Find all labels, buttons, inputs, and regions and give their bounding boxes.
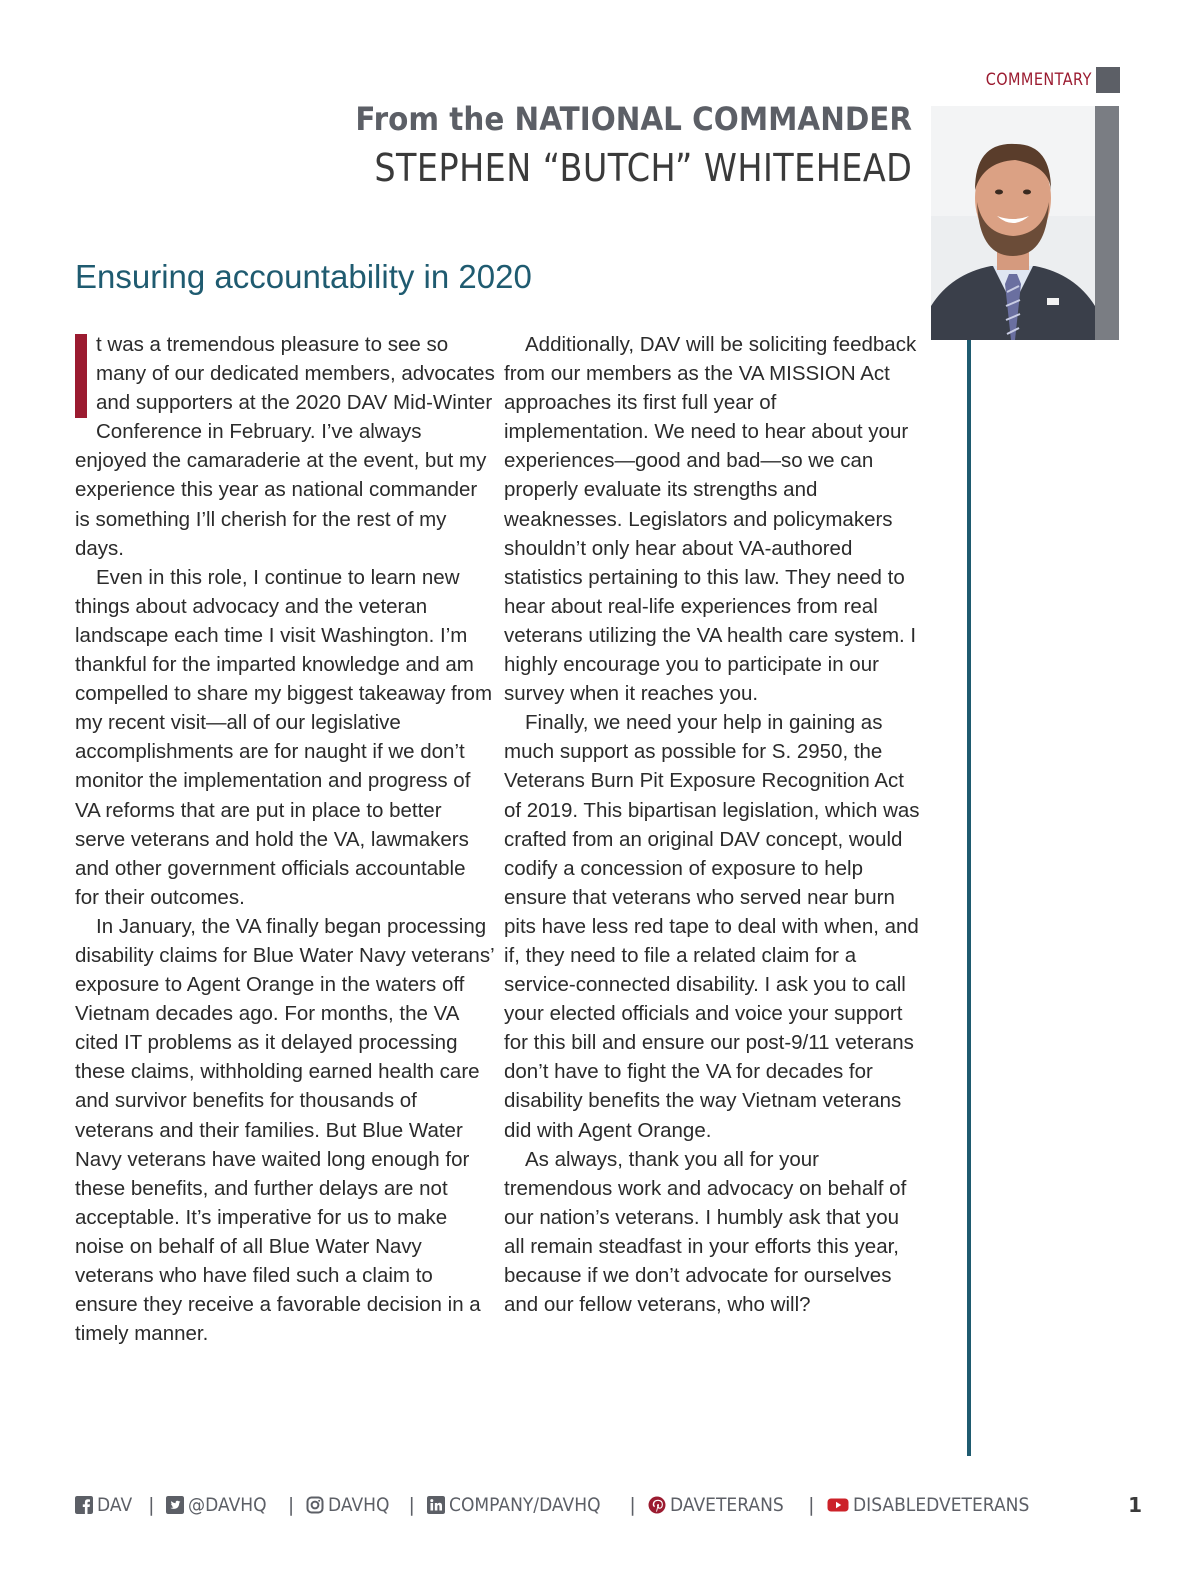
paragraph: Even in this role, I continue to learn new things about advocacy and the veteran landscape each time I visit Washington. I’m thankful for the imparted knowledge and am compelled to share my biggest takeaway from my recent visit—all of our legislative accomplishments are for naught if we don’t monitor the implementation and progress of VA reforms that are put in place to better serve veterans and hold the VA, lawmakers and other government officials accountable for their outcomes. [75, 565, 493, 909]
paragraph-text: t was a tremendous pleasure to see so many of our dedicated members, advocates and supporters at the 2020 DAV Mid-Winter Conference in February. I’ve always enjoyed the camaraderie at the event, but my experience this year as national commander is something I’ll cherish for the rest of my days. [75, 333, 495, 560]
header-name: STEPHEN “BUTCH” WHITEHEAD [374, 146, 912, 190]
facebook-label: DAV [97, 1494, 133, 1516]
instagram-link[interactable] [306, 1494, 396, 1516]
pinterest-link[interactable] [648, 1494, 796, 1516]
separator: | [629, 1494, 636, 1516]
linkedin-icon [427, 1496, 445, 1514]
instagram-label: DAVHQ [328, 1494, 390, 1516]
separator: | [808, 1494, 815, 1516]
linkedin-label: COMPANY/DAVHQ [448, 1494, 601, 1516]
twitter-icon [166, 1496, 184, 1514]
drop-cap [75, 334, 87, 418]
paragraph: Finally, we need your help in gaining as much support as possible for S. 2950, the Veterans Burn Pit Exposure Recognition Act of 2019. This bipartisan legislation, which was crafted from an original DAV concept, would codify a concession of exposure to help ensure that veterans who served near burn pits have less red tape to deal with when, and if, they need to file a related claim for a service-connected disability. I ask you to call your elected officials and voice your support for this bill and ensure our post-9/11 veterans don’t have to fight the VA for decades for disability benefits the way Vietnam veterans did with Agent Orange. [504, 711, 920, 1142]
separator: | [148, 1494, 155, 1516]
portrait-illustration [931, 106, 1095, 340]
youtube-link[interactable] [827, 1494, 1049, 1516]
separator: | [287, 1494, 295, 1516]
social-footer [75, 1490, 1048, 1520]
section-tag-label: COMMENTARY [985, 70, 1092, 90]
instagram-icon [306, 1496, 324, 1514]
linkedin-link[interactable] [427, 1494, 617, 1516]
pinterest-icon [648, 1496, 666, 1514]
paragraph: As always, thank you all for your tremendous work and advocacy on behalf of our nation’s veterans. I humbly ask that you all remain steadfast in your efforts this year, because if we don’t advocate for ourselves and our fellow veterans, who will? [504, 1147, 907, 1317]
right-column [504, 330, 922, 1319]
accent-line [967, 340, 971, 1456]
separator: | [408, 1494, 415, 1516]
page-number: 1 [1128, 1493, 1142, 1517]
left-column [75, 330, 495, 1348]
commander-portrait [931, 106, 1095, 340]
section-tag [967, 66, 1120, 94]
facebook-icon [75, 1496, 93, 1514]
twitter-link[interactable] [166, 1494, 275, 1516]
header-kicker: From the NATIONAL COMMANDER [355, 100, 912, 138]
paragraph: Additionally, DAV will be soliciting feedback from our members as the VA MISSION Act approaches its first full year of implementation. We need to hear about your experiences—good and bad—so we can properly evaluate its strengths and weaknesses. Legislators and policymakers shouldn’t only hear about VA-authored statistics pertaining to this law. They need to hear about real-life experiences from real veterans utilizing the VA health care system. I highly encourage you to participate in our survey when it reaches you. [504, 333, 917, 706]
twitter-label: @DAVHQ [188, 1494, 268, 1516]
youtube-label: DISABLEDVETERANS [852, 1494, 1029, 1516]
paragraph: In January, the VA finally began processing disability claims for Blue Water Navy veterans’ exposure to Agent Orange in the waters off Vietnam decades ago. For months, the VA cited IT problems as it delayed processing these claims, withholding earned health care and survivor benefits for thousands of veterans and their families. But Blue Water Navy veterans have waited long enough for these benefits, and further delays are not acceptable. It’s imperative for us to make noise on behalf of all Blue Water Navy veterans who have filed such a claim to ensure they receive a favorable decision in a timely manner. [75, 914, 494, 1346]
article-headline: Ensuring accountability in 2020 [75, 258, 532, 295]
facebook-link[interactable] [75, 1494, 136, 1516]
youtube-icon [827, 1496, 849, 1514]
pinterest-label: DAVETERANS [669, 1494, 784, 1516]
paragraph [75, 330, 495, 563]
section-tag-block [1096, 67, 1120, 93]
